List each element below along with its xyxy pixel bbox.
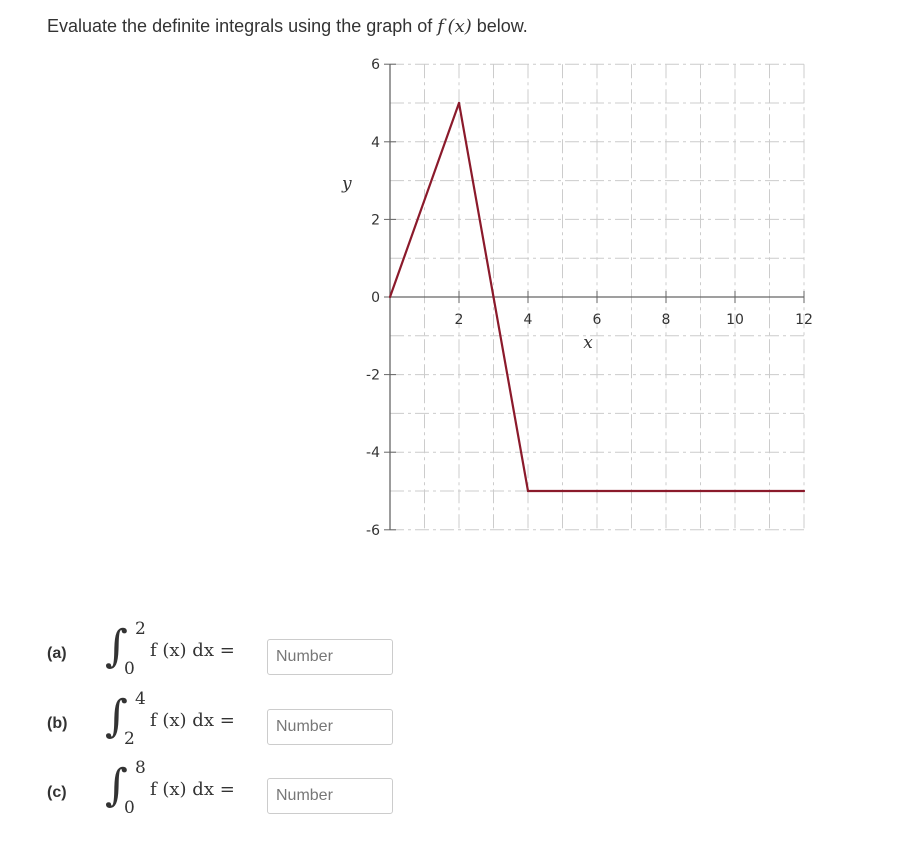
y-tick-label: -6 — [366, 522, 380, 539]
x-tick-label: 2 — [454, 312, 464, 328]
lower-limit: 2 — [124, 729, 135, 749]
function-graph — [330, 55, 813, 539]
answer-input[interactable] — [267, 778, 393, 814]
integral-sign-icon: ∫ — [105, 691, 128, 742]
integral-sign-icon: ∫ — [105, 621, 128, 672]
y-axis-label: y — [342, 174, 352, 194]
integrand: f (x) dx = — [150, 710, 235, 731]
part-label: (c) — [47, 784, 67, 801]
answer-input[interactable] — [267, 639, 393, 675]
prompt-function-arg: (x) — [447, 16, 472, 37]
y-tick-label: 2 — [371, 212, 380, 229]
lower-limit: 0 — [124, 798, 135, 818]
y-tick-label: 0 — [371, 290, 380, 306]
x-tick-label: 6 — [592, 312, 602, 328]
prompt-function-name: f — [437, 16, 444, 37]
prompt-text-after: below. — [471, 16, 528, 36]
lower-limit: 0 — [124, 659, 135, 679]
part-label: (b) — [47, 715, 68, 732]
answer-input[interactable] — [267, 709, 393, 745]
problem-prompt — [47, 16, 528, 37]
x-tick-label: 8 — [661, 312, 671, 328]
part-label: (a) — [47, 645, 67, 662]
y-tick-label: 6 — [371, 57, 380, 74]
function-segment — [459, 103, 494, 297]
x-tick-label: 4 — [523, 312, 533, 328]
x-axis-label: x — [583, 333, 593, 353]
y-tick-label: 4 — [371, 134, 380, 151]
integral-expression — [105, 689, 265, 753]
question-part-c — [0, 758, 420, 822]
integral-sign-icon: ∫ — [105, 760, 128, 811]
y-tick-label: -4 — [366, 445, 380, 462]
upper-limit: 8 — [135, 758, 146, 778]
tick-labels — [366, 57, 813, 539]
integral-expression — [105, 619, 265, 683]
upper-limit: 2 — [135, 619, 146, 639]
x-tick-label: 12 — [795, 312, 813, 328]
y-tick-label: -2 — [366, 367, 380, 384]
integrand: f (x) dx = — [150, 779, 235, 800]
integrand: f (x) dx = — [150, 640, 235, 661]
question-part-a — [0, 619, 420, 683]
prompt-text-before: Evaluate the definite integrals using the graph of — [47, 16, 438, 36]
x-tick-label: 10 — [726, 312, 744, 328]
upper-limit: 4 — [135, 689, 146, 709]
integral-expression — [105, 758, 265, 822]
question-part-b — [0, 689, 420, 753]
